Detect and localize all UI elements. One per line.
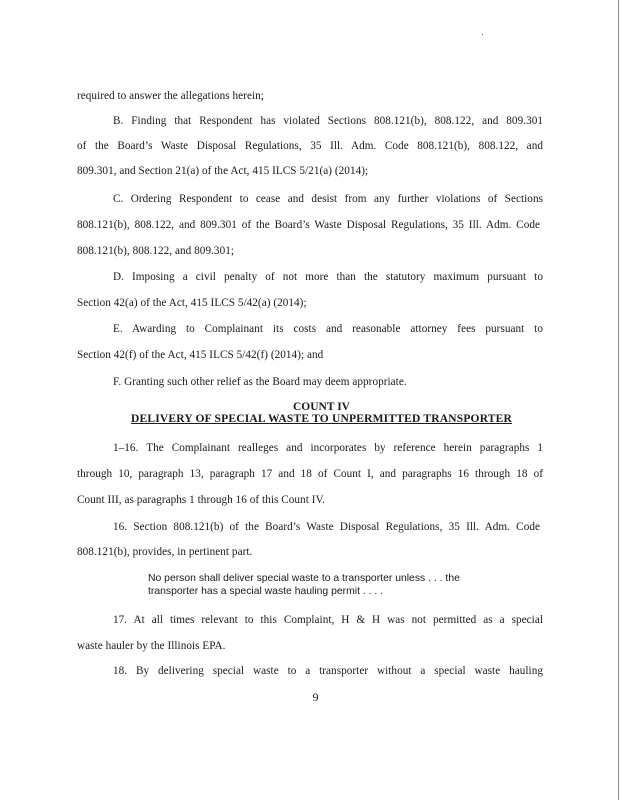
para-1-16-line-1: 1–16. The Complainant realleges and incorporates by reference herein paragraphs 1: [113, 442, 543, 454]
para-b-line-2: of the Board’s Waste Disposal Regulations, 35 Ill. Adm. Code 808.121(b), 808.122, and: [77, 140, 543, 152]
para-b-line-3: 809.301, and Section 21(a) of the Act, 415 ILCS 5/21(a) (2014);: [77, 165, 369, 177]
para-1-16-line-2: through 10, paragraph 13, paragraph 17 and 18 of Count I, and paragraphs 16 through 18 of: [77, 468, 543, 480]
count-title-heading: DELIVERY OF SPECIAL WASTE TO UNPERMITTED TRANSPORTER: [130, 413, 513, 425]
para-c-line-1: C. Ordering Respondent to cease and desist from any further violations of Sections: [113, 193, 543, 205]
para-16-line-1: 16. Section 808.121(b) of the Board’s Waste Disposal Regulations, 35 Ill. Adm. Code: [113, 521, 540, 533]
intro-line: required to answer the allegations herein;: [77, 90, 264, 102]
count-number-heading: COUNT IV: [293, 401, 350, 413]
para-16-line-2: 808.121(b), provides, in pertinent part.: [77, 546, 253, 558]
para-d-line-2: Section 42(a) of the Act, 415 ILCS 5/42(a) (2014);: [77, 297, 307, 309]
quote-line-2: transporter has a special waste hauling permit . . . .: [148, 586, 384, 597]
para-17-line-1: 17. At all times relevant to this Complaint, H & H was not permitted as a special: [113, 614, 543, 626]
scan-speck: [482, 34, 483, 35]
para-17-line-2: waste hauler by the Illinois EPA.: [77, 640, 226, 652]
para-b-line-1: B. Finding that Respondent has violated Sections 808.121(b), 808.122, and 809.301: [113, 115, 543, 127]
para-e-line-1: E. Awarding to Complainant its costs and reasonable attorney fees pursuant to: [113, 323, 543, 335]
para-e-line-2: Section 42(f) of the Act, 415 ILCS 5/42(f) (2014); and: [77, 349, 324, 361]
para-f-line-1: F. Granting such other relief as the Board may deem appropriate.: [113, 376, 407, 388]
para-d-line-1: D. Imposing a civil penalty of not more than the statutory maximum pursuant to: [113, 271, 543, 283]
para-18-line-1: 18. By delivering special waste to a transporter without a special waste hauling: [113, 665, 543, 677]
page-number: 9: [312, 690, 319, 704]
para-c-line-2: 808.121(b), 808.122, and 809.301 of the Board’s Waste Disposal Regulations, 35 Ill. Adm. Code: [77, 219, 540, 231]
quote-line-1: No person shall deliver special waste to a transporter unless . . . the: [148, 573, 460, 584]
para-1-16-line-3: Count III, as paragraphs 1 through 16 of this Count IV.: [77, 494, 326, 506]
para-c-line-3: 808.121(b), 808.122, and 809.301;: [77, 245, 235, 257]
